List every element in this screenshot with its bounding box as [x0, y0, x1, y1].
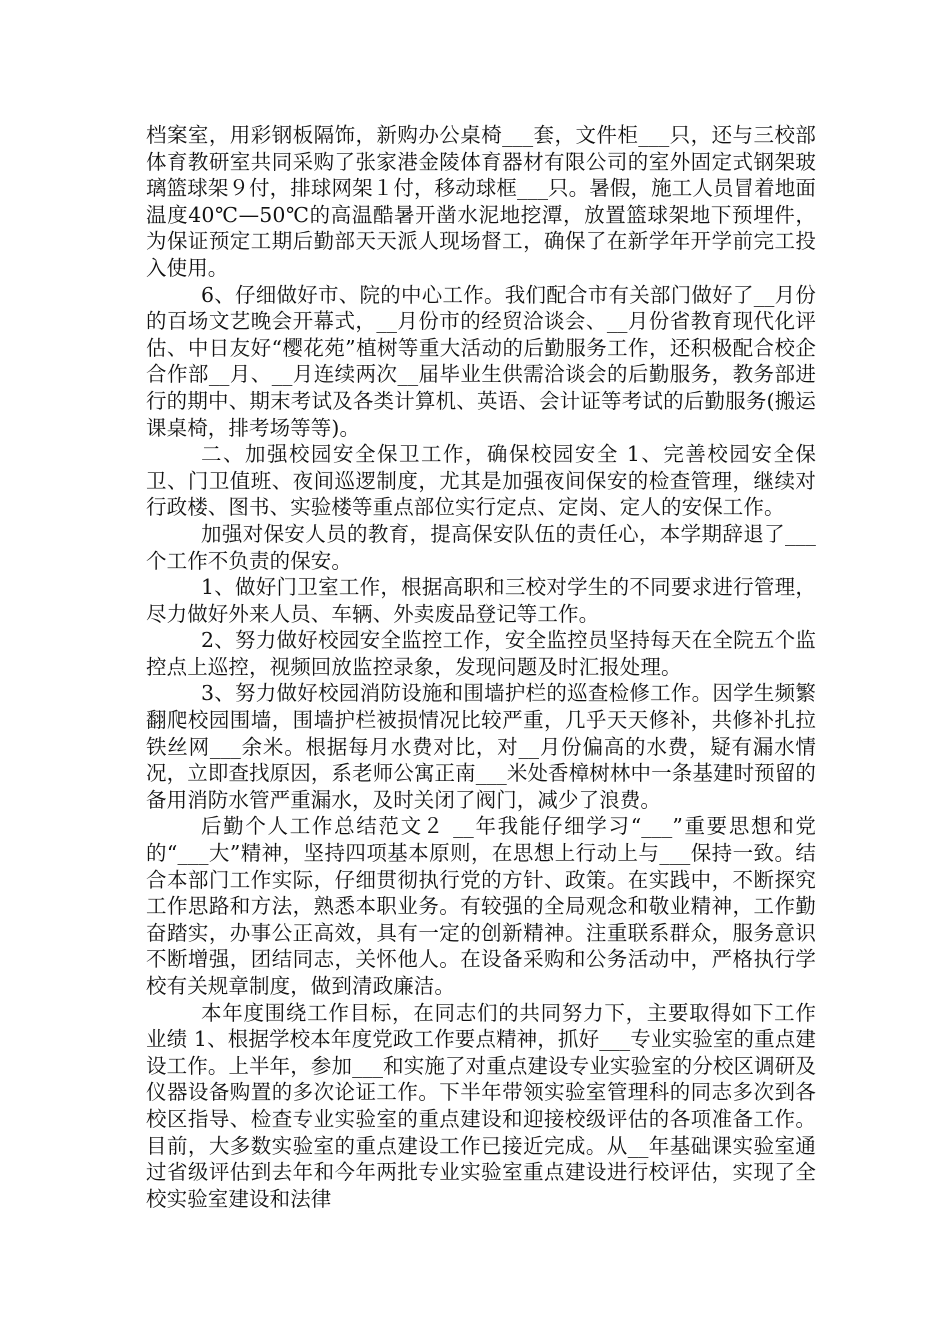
paragraph: 1、做好门卫室工作，根据高职和三校对学生的不同要求进行管理，尽力做好外来人员、车辆、外卖废品登记等工作。	[146, 575, 816, 626]
paragraph: 本年度围绕工作目标，在同志们的共同努力下，主要取得如下工作业绩 1、根据学校本年度党政工作要点精神，抓好___专业实验室的重点建设工作。上半年，参加___和实施了对重点建设专业实验室的分校区调研及仪器设备购置的多次论证工作。下半年带领实验室管理科的同志多次到各校区指导、检查专业实验室的重点建设和迎接校级评估的各项准备工作。目前，大多数实验室的重点建设工作已接近完成。从__年基础课实验室通过省级评估到去年和今年两批专业实验室重点建设进行校评估，实现了全校实验室建设和法律	[146, 1000, 816, 1211]
paragraph: 2、努力做好校园安全监控工作，安全监控员坚持每天在全院五个监控点上巡控，视频回放监控录象，发现问题及时汇报处理。	[146, 628, 816, 679]
paragraph: 6、仔细做好市、院的中心工作。我们配合市有关部门做好了__月份的百场文艺晚会开幕式，__月份市的经贸洽谈会、__月份省教育现代化评估、中日友好“樱花苑”植树等重大活动的后勤服务工作，还积极配合校企合作部__月、__月连续两次__届毕业生供需洽谈会的后勤服务，教务部进行的期中、期末考试及各类计算机、英语、会计证等考试的后勤服务(搬运课桌椅，排考场等等)。	[146, 282, 817, 440]
paragraph: 后勤个人工作总结范文２ __年我能仔细学习“___”重要思想和党的“___大”精神，坚持四项基本原则，在思想上行动上与___保持一致。结合本部门工作实际，仔细贯彻执行党的方针、政策。在实践中，不断探究工作思路和方法，熟悉本职业务。有较强的全局观念和敬业精神，工作勤奋踏实，办事公正高效，具有一定的创新精神。注重联系群众，服务意识不断增强，团结同志，关怀他人。在设备采购和公务活动中，严格执行学校有关规章制度，做到清政廉洁。	[146, 814, 816, 998]
document-body	[146, 122, 816, 1212]
paragraph: 加强对保安人员的教育，提高保安队伍的责任心，本学期辞退了___个工作不负责的保安。	[146, 521, 816, 573]
paragraph: 3、努力做好校园消防设施和围墙护栏的巡查检修工作。因学生频繁翻爬校园围墙，围墙护栏被损情况比较严重，几乎天天修补，共修补扎拉铁丝网___余米。根据每月水费对比，对__月份偏高的水费，疑有漏水情况，立即查找原因，系老师公寓正南___米处香樟树林中一条基建时预留的备用消防水管严重漏水，及时关闭了阀门，减少了浪费。	[146, 681, 816, 812]
paragraph: 二、加强校园安全保卫工作，确保校园安全 1、完善校园安全保卫、门卫值班、夜间巡逻制度，尤其是加强夜间保安的检查管理，继续对行政楼、图书、实验楼等重点部位实行定点、定岗、定人的安保工作。	[146, 442, 816, 520]
paragraph: 档案室，用彩钢板隔饰，新购办公桌椅___套，文件柜___只，还与三校部体育教研室共同采购了张家港金陵体育器材有限公司的室外固定式钢架玻璃篮球架９付，排球网架１付，移动球框___只。暑假，施工人员冒着地面温度40℃—50℃的高温酷暑开凿水泥地挖潭，放置篮球架地下预埋件，为保证预定工期后勤部天天派人现场督工，确保了在新学年开学前完工投入使用。	[146, 123, 816, 280]
